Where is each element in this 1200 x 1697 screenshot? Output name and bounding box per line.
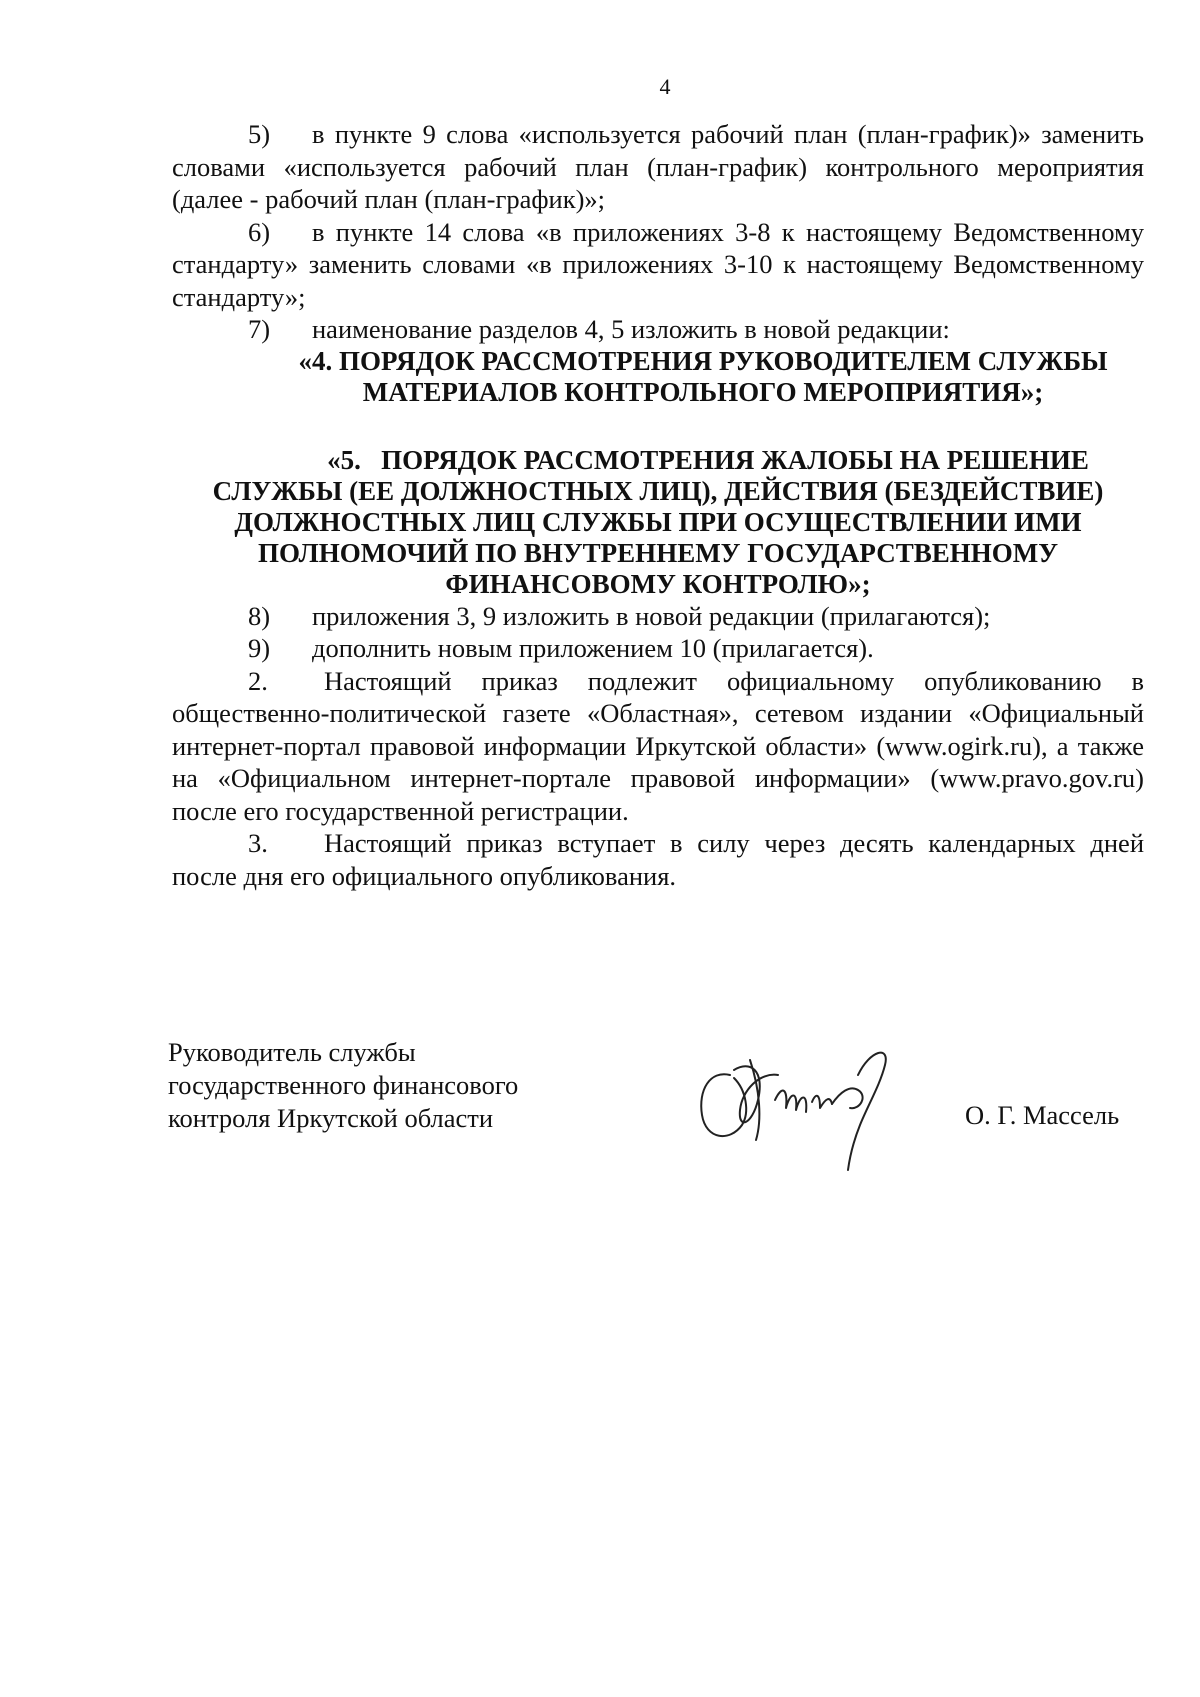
item-text: дополнить новым приложением 10 (прилагается). bbox=[312, 633, 874, 663]
item-number: 7) bbox=[248, 314, 271, 344]
item-text: наименование разделов 4, 5 изложить в новой редакции: bbox=[312, 314, 950, 344]
heading-line: ПОЛНОМОЧИЙ ПО ВНУТРЕННЕМУ ГОСУДАРСТВЕННОМУ bbox=[257, 537, 1059, 568]
list-item bbox=[172, 118, 1144, 216]
list-item bbox=[172, 313, 1144, 346]
item-number: 9) bbox=[248, 633, 271, 663]
list-item bbox=[172, 600, 1144, 633]
document-body bbox=[172, 118, 1144, 892]
item-number: 2. bbox=[248, 665, 268, 696]
item-text: в пункте 9 слова «используется рабочий план (план-график)» заменить словами «используется рабочий план (план-график) контрольного мероприятия (далее - рабочий план (план-график)»; bbox=[172, 119, 1144, 214]
list-item bbox=[172, 632, 1144, 665]
item-number: 8) bbox=[248, 600, 271, 631]
signatory-name: О. Г. Массель bbox=[965, 1100, 1120, 1130]
item-text: приложения 3, 9 изложить в новой редакции (прилагаются); bbox=[312, 600, 991, 631]
position-line: государственного финансового bbox=[168, 1070, 519, 1100]
list-item bbox=[172, 216, 1144, 314]
position-line: контроля Иркутской области bbox=[168, 1103, 494, 1133]
heading-line: СЛУЖБЫ (ЕЕ ДОЛЖНОСТНЫХ ЛИЦ), ДЕЙСТВИЯ (БЕЗДЕЙСТВИЕ) bbox=[212, 475, 1104, 506]
list-item bbox=[172, 827, 1144, 892]
position-line: Руководитель службы bbox=[168, 1037, 416, 1067]
section-heading-5 bbox=[172, 445, 1144, 600]
item-text: в пункте 14 слова «в приложениях 3-8 к настоящему Ведомственному стандарту» заменить словами «в приложениях 3-10 к настоящему Ведомственному стандарту»; bbox=[172, 216, 1144, 312]
heading-line: ДОЛЖНОСТНЫХ ЛИЦ СЛУЖБЫ ПРИ ОСУЩЕСТВЛЕНИИ ИМИ bbox=[234, 506, 1082, 537]
heading-line: «5. ПОРЯДОК РАССМОТРЕНИЯ ЖАЛОБЫ НА РЕШЕНИЕ bbox=[327, 444, 1089, 475]
item-number: 6) bbox=[248, 216, 271, 247]
signatory-position bbox=[168, 1036, 518, 1135]
page-number: 4 bbox=[659, 74, 671, 99]
handwritten-signature bbox=[690, 1030, 930, 1175]
heading-line: «4. ПОРЯДОК РАССМОТРЕНИЯ РУКОВОДИТЕЛЕМ СЛУЖБЫ bbox=[298, 345, 1108, 376]
item-number: 5) bbox=[248, 119, 271, 149]
item-text: Настоящий приказ вступает в силу через десять календарных дней после дня его официального опубликования. bbox=[172, 828, 1144, 891]
heading-line: МАТЕРИАЛОВ КОНТРОЛЬНОГО МЕРОПРИЯТИЯ»; bbox=[362, 376, 1044, 407]
list-item bbox=[172, 665, 1144, 828]
section-heading-4 bbox=[172, 346, 1144, 408]
heading-line: ФИНАНСОВОМУ КОНТРОЛЮ»; bbox=[445, 568, 871, 599]
item-text: Настоящий приказ подлежит официальному опубликованию в общественно-политической газете «Областная», сетевом издании «Официальный интернет-портал правовой информации Иркутской области» (www.ogirk.ru), а также на «Официальном интернет-портале правовой информации» (www.pravo.gov.ru) после его государственной регистрации. bbox=[172, 665, 1144, 826]
item-number: 3. bbox=[248, 828, 268, 858]
